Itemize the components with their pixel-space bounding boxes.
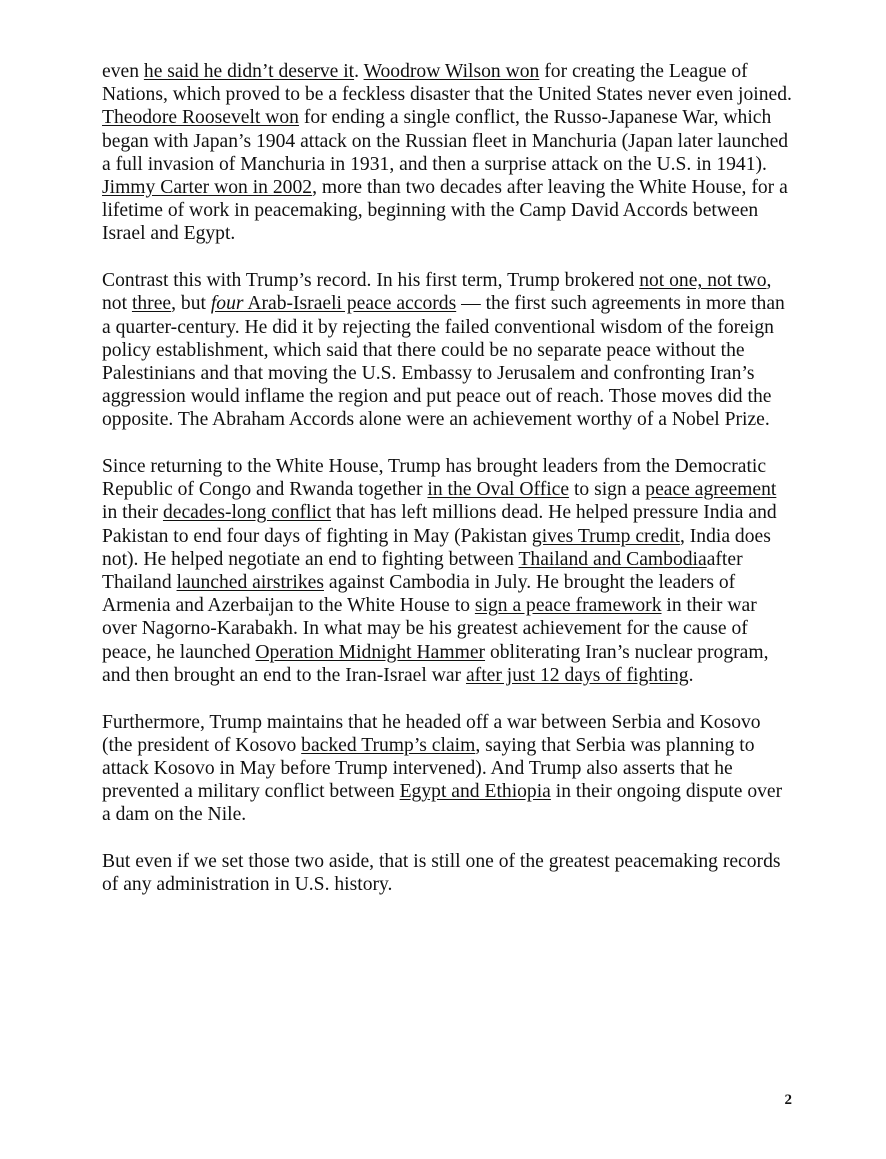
article-body [102, 60, 794, 920]
paragraph [102, 455, 794, 687]
text-run: in their war over Nagorno-Karabakh. In what may be his greatest achievement for the cause of peace, he launched [102, 595, 757, 663]
inline-link[interactable]: Arab-Israeli peace accords [243, 293, 457, 315]
inline-link[interactable]: four [210, 293, 244, 315]
paragraph [102, 850, 794, 896]
text-run: , but [171, 293, 211, 315]
inline-link[interactable]: three [131, 293, 172, 315]
text-run: for creating the League of Nations, which proved to be a feckless disaster that the United States never even joined. [102, 61, 792, 106]
paragraph [102, 60, 794, 246]
text-run: Contrast this with Trump’s record. In his first term, Trump brokered [102, 270, 640, 292]
text-run: against Cambodia in July. He brought the leaders of Armenia and Azerbaijan to the White House to [102, 572, 736, 617]
text-run: — the first such agreements in more than a quarter-century. He did it by rejecting the failed conventional wisdom of the foreign policy establishment, which said that there could be no separate peace without the Palestinians and that moving the U.S. Embassy to Jerusalem and confronting Iran’s aggression would inflame the region and put peace out of reach. Those moves did the opposite. The Abraham Accords alone were an achievement worthy of a Nobel Prize. [102, 293, 785, 431]
inline-link[interactable]: backed Trump’s claim [301, 734, 476, 756]
text-run: Furthermore, Trump maintains that he headed off a war between Serbia and Kosovo (the president of Kosovo [102, 711, 761, 756]
text-run: . [688, 664, 694, 686]
inline-link[interactable]: decades-long conflict [162, 502, 332, 524]
text-run: in their [102, 502, 163, 524]
paragraph [102, 269, 794, 431]
text-run: . [354, 61, 364, 82]
text-run: after Thailand [102, 548, 743, 594]
inline-link[interactable]: after just 12 days of fighting [465, 664, 689, 686]
text-run: even [102, 61, 144, 82]
inline-link[interactable]: sign a peace framework [474, 595, 662, 617]
text-run: to sign a [569, 479, 646, 501]
inline-link[interactable]: Egypt and Ethiopia [399, 781, 551, 803]
inline-link[interactable]: Jimmy Carter won in 2002 [102, 177, 313, 199]
inline-link[interactable]: he said he didn’t deserve it [143, 61, 355, 82]
inline-link[interactable]: in the Oval Office [427, 479, 570, 501]
text-run: But even if we set those two aside, that is still one of the greatest peacemaking records of any administration in U.S. history. [102, 851, 781, 896]
text-run: in their ongoing dispute over a dam on the Nile. [102, 781, 783, 826]
inline-link[interactable]: not one, not two [639, 270, 767, 292]
inline-link[interactable]: launched airstrikes [176, 572, 324, 594]
text-run: , not [102, 270, 772, 315]
text-run: , saying that Serbia was planning to attack Kosovo in May before Trump intervened). And Trump also asserts that he prevented a military conflict between [102, 734, 755, 803]
inline-link[interactable]: peace agreement [645, 479, 777, 501]
text-run: for ending a single conflict, the Russo-Japanese War, which began with Japan’s 1904 attack on the Russian fleet in Manchuria (Japan later launched a full invasion of Manchuria in 1931, and then a surprise attack on the U.S. in 1941). [102, 107, 789, 175]
text-run: obliterating Iran’s nuclear program, and then brought an end to the Iran-Israel war [102, 641, 769, 686]
inline-link[interactable]: Theodore Roosevelt won [102, 107, 299, 129]
inline-link[interactable]: gives Trump credit [531, 525, 680, 547]
text-run: , India does not). He helped negotiate an end to fighting between [102, 525, 771, 570]
inline-link[interactable]: Thailand and Cambodia [518, 548, 707, 570]
paragraph [102, 711, 794, 827]
inline-link[interactable]: Woodrow Wilson won [363, 61, 540, 82]
text-run: , more than two decades after leaving the White House, for a lifetime of work in peacemaking, beginning with the Camp David Accords between Israel and Egypt. [102, 177, 788, 245]
page-number: 2 [784, 1092, 792, 1108]
inline-link[interactable]: Operation Midnight Hammer [255, 641, 486, 663]
text-run: that has left millions dead. He helped pressure India and Pakistan to end four days of fighting in May (Pakistan [102, 502, 777, 547]
text-run: Since returning to the White House, Trump has brought leaders from the Democratic Republic of Congo and Rwanda together [102, 456, 767, 501]
